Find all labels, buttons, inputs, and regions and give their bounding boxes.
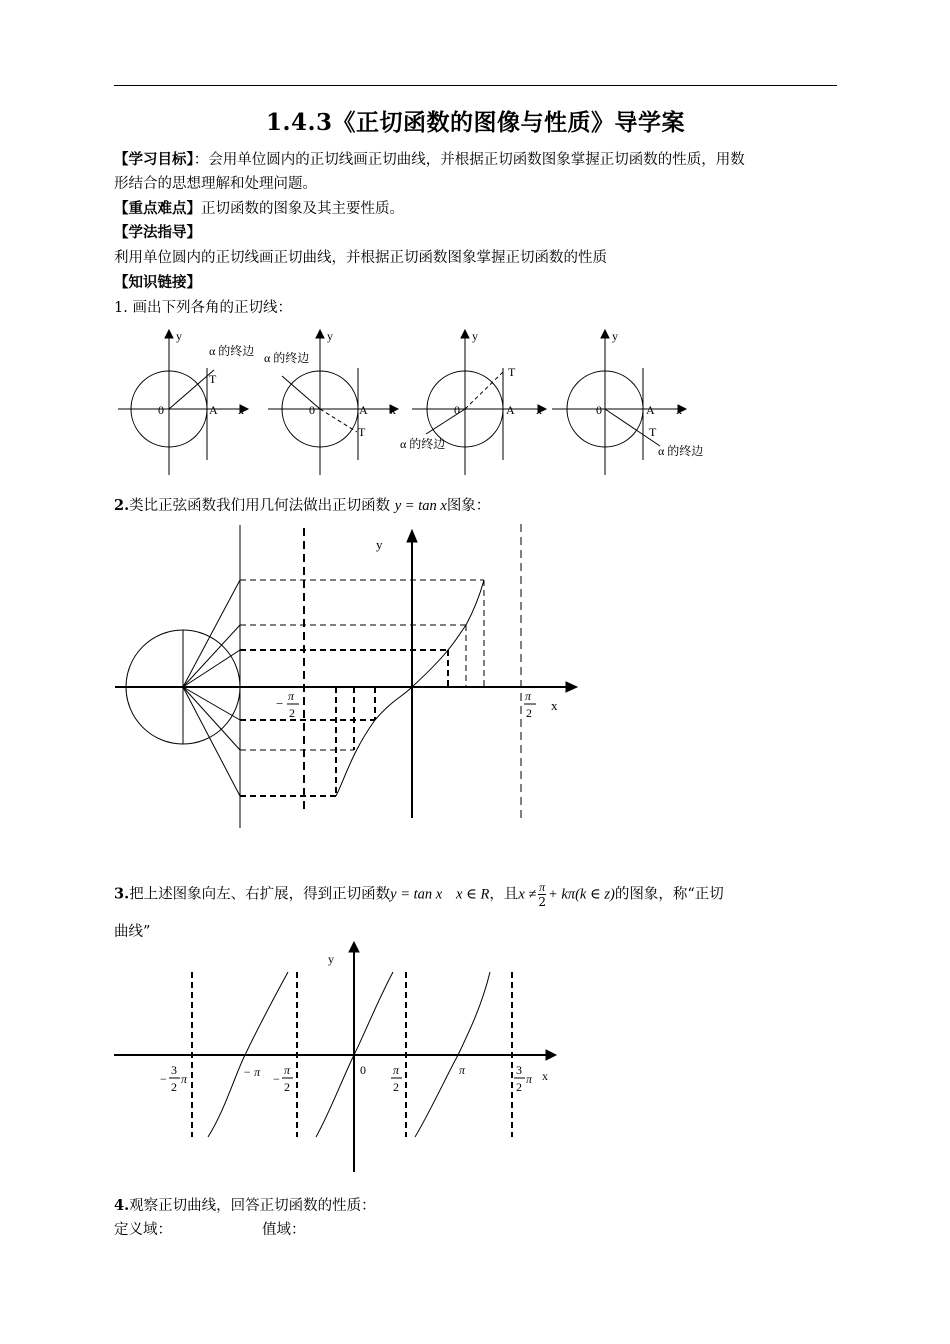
q3-tick-neg-pi: − π (243, 1065, 261, 1079)
fig1-o: 0 (158, 403, 164, 417)
fig2-t: T (358, 425, 366, 439)
q2-x-label: x (551, 698, 558, 713)
difficulty-label: 【重点难点】 (114, 200, 201, 217)
fig2-o: 0 (309, 403, 315, 417)
q1-text: 1. 画出下列各角的正切线： (114, 300, 292, 316)
fig4-a: A (646, 403, 655, 417)
goal-text-1: ：会用单位圆内的正切线画正切曲线，并根据正切函数图象掌握正切函数的性质，用数 (193, 152, 745, 168)
fig2-y: y (327, 329, 333, 343)
q3-tick-pi-2: π (284, 1063, 291, 1077)
fig4-x: x (676, 403, 682, 417)
q3-tick-3: 3 (171, 1063, 177, 1077)
q3-y-label: y (328, 952, 334, 966)
fig1-x: x (238, 403, 244, 417)
method-label: 【学法指导】 (114, 224, 201, 241)
q2-num: 2. (114, 497, 130, 514)
q3-tick-pi-3: π (393, 1063, 400, 1077)
q2-y-label: y (376, 537, 383, 552)
fig2-x: x (390, 403, 396, 417)
difficulty-text: 正切函数的图象及其主要性质。 (201, 201, 404, 217)
q2-text: 类比正弦函数我们用几何法做出正切函数 (129, 498, 391, 514)
q2-pos-pi: π (525, 689, 532, 703)
fig4-o: 0 (596, 403, 602, 417)
fig1-y: y (176, 329, 182, 343)
fig3-a: A (506, 403, 515, 417)
fig4-y: y (612, 329, 618, 343)
q3-tick-3b: 3 (516, 1063, 522, 1077)
q3-text-2: 的图象，称“正切 (614, 886, 724, 903)
fig4-edge: α 的终边 (658, 444, 704, 458)
q4-text: 观察正切曲线，回答正切函数的性质： (129, 1198, 376, 1214)
goal-line-2: 形结合的思想理解和处理问题。 (114, 176, 317, 192)
q3-num: 3. (114, 885, 130, 903)
fig3-edge: α 的终边 (400, 437, 446, 451)
q3-formula-4: + kπ(k ∈ z) (547, 886, 615, 903)
q3-formula-3: x ≠ (518, 886, 537, 903)
q3-comma: ，且 (489, 886, 519, 903)
fig1-edge: α 的终边 (209, 344, 255, 358)
q3-formula-1: y = tan x (390, 886, 443, 903)
fig2-edge: α 的终边 (264, 351, 310, 365)
q3-origin: 0 (360, 1063, 366, 1077)
q2-tail: 图象： (446, 498, 491, 514)
q2-formula: y = tan x (394, 498, 447, 514)
fig2-a: A (359, 403, 368, 417)
q4-num: 4. (114, 1197, 130, 1214)
q2-neg-two: 2 (289, 706, 295, 720)
q3-text-1: 把上述图象向左、右扩展，得到正切函数 (129, 886, 391, 903)
link-label: 【知识链接】 (114, 274, 201, 291)
q3-tick-2c: 2 (393, 1080, 399, 1094)
fig4-t: T (649, 425, 657, 439)
q2-neg-minus: − (276, 696, 284, 711)
q3-tick-pi-4: π (526, 1072, 533, 1086)
q3-frac-den: 2 (538, 895, 546, 909)
q2-neg-pi: π (288, 689, 295, 703)
fig3-x: x (536, 403, 542, 417)
fig3-t: T (508, 365, 516, 379)
domain-label: 定义域： (114, 1222, 172, 1238)
q4-fields (114, 1218, 839, 1242)
fig1-t: T (209, 372, 217, 386)
q3-tick-minus-1: − (160, 1072, 167, 1086)
range-label: 值域： (262, 1222, 306, 1238)
q3-line-2: 曲线” (114, 924, 151, 940)
goal-label: 【学习目标】 (114, 151, 194, 168)
method-text: 利用单位圆内的正切线画正切曲线，并根据正切函数图象掌握正切函数的性质 (114, 250, 607, 266)
fig3-y: y (472, 329, 478, 343)
q3-x-label: x (542, 1069, 548, 1083)
q4-line (114, 1194, 839, 1218)
q2-pos-two: 2 (526, 706, 532, 720)
q3-tick-2d: 2 (516, 1080, 522, 1094)
q3-tick-pos-pi: π (459, 1063, 466, 1077)
fig3-o: 0 (454, 403, 460, 417)
q3-tick-2b: 2 (284, 1080, 290, 1094)
q3-tick-pi-1: π (181, 1072, 188, 1086)
fig1-a: A (209, 403, 218, 417)
q3-frac-num: π (539, 880, 546, 894)
page-title: 1.4.3《正切函数的图像与性质》导学案 (265, 109, 686, 136)
q3-formula-2: x ∈ R (456, 886, 490, 903)
q3-tick-minus-2: − (273, 1072, 280, 1086)
q3-tick-2a: 2 (171, 1080, 177, 1094)
